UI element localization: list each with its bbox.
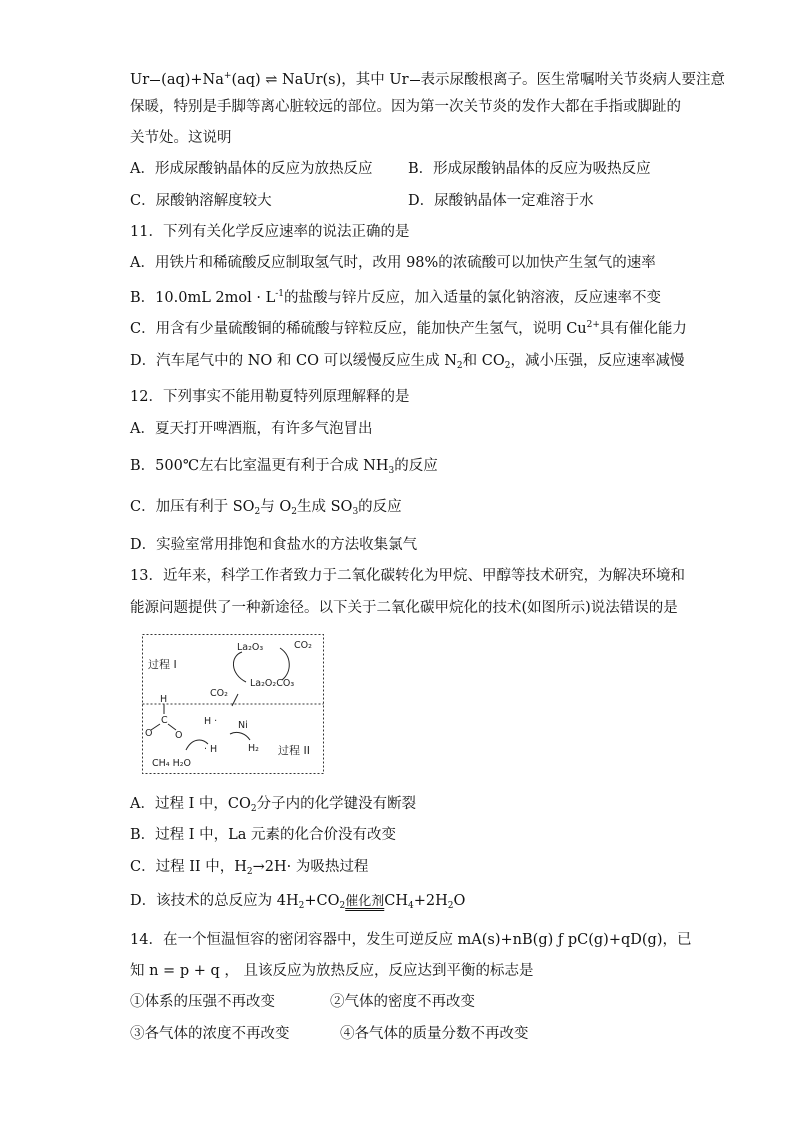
q14-statement-1[interactable]: ①体系的压强不再改变	[130, 994, 275, 1010]
q14-statement-2[interactable]: ②气体的密度不再改变	[330, 994, 475, 1010]
la2o2co3-label: La₂O₂CO₃	[250, 678, 295, 689]
q12-option-a[interactable]: A．夏天打开啤酒瓶，有许多气泡冒出	[130, 421, 373, 437]
q13-option-d[interactable]: D．该技术的总反应为 $4H_2+CO_2$催化剂$CH_4+2H_2O$	[130, 893, 466, 911]
co2-methanation-diagram	[142, 634, 324, 774]
process-2-label: 过程 II	[278, 744, 310, 757]
h2-label: H₂	[248, 743, 259, 754]
h-top-atom: H	[160, 694, 168, 705]
cycle-arrow-right	[280, 648, 289, 680]
q12-option-c[interactable]: C．加压有利于 $SO_2$与 $O_2$生成 $SO_3$的反应	[130, 499, 402, 517]
q12-option-d[interactable]: D．实验室常用排饱和食盐水的方法收集氯气	[130, 537, 418, 553]
q11-option-c[interactable]: C．用含有少量硫酸铜的稀硫酸与锌粒反应，能加快产生氢气，说明 $Cu^{2+}$具有催化能力	[130, 320, 687, 337]
la2o3-label: La₂O₃	[237, 642, 264, 653]
q10-option-a[interactable]: A．形成尿酸钠晶体的反应为放热反应	[130, 161, 373, 177]
q10-option-b[interactable]: B．形成尿酸钠晶体的反应为吸热反应	[408, 161, 651, 177]
h-radical-2: · H	[204, 744, 218, 755]
diagram-svg	[142, 634, 324, 774]
products-label: CH₄ H₂O	[152, 758, 192, 769]
q12-option-b[interactable]: B．500℃左右比室温更有利于合成 $NH_3$的反应	[130, 458, 438, 476]
q10-equation-line: Ur (aq)+Na+(aq) ⇌ NaUr(s)，其中 Ur 表示尿酸根离子。医生常嘱咐关节炎病人要注意	[130, 71, 726, 88]
q11-option-a[interactable]: A．用铁片和稀硫酸反应制取氢气时，改用 98%的浓硫酸可以加快产生氢气的速率	[130, 255, 656, 271]
q13-stem-line2: 能源问题提供了一种新途径。以下关于二氧化碳甲烷化的技术(如图所示)说法错误的是	[130, 600, 678, 616]
q13-option-c[interactable]: C．过程 II 中，$H_2\to 2H\cdot$ 为吸热过程	[130, 859, 369, 877]
o-mid-atom: O	[175, 730, 183, 741]
cycle-arrow-left	[233, 652, 246, 682]
ni-arrow	[230, 732, 250, 740]
co2-mid-label: CO₂	[210, 688, 228, 699]
q14-statement-4[interactable]: ④各气体的质量分数不再改变	[340, 1026, 529, 1042]
q11-option-d[interactable]: D．汽车尾气中的 NO 和 CO 可以缓慢反应生成 $N_2$和 $CO_2$，减小压强，反应速率减慢	[130, 353, 685, 371]
q10-option-c[interactable]: C．尿酸钠溶解度较大	[130, 193, 272, 209]
q13-option-b[interactable]: B．过程 I 中，La 元素的化合价没有改变	[130, 827, 396, 843]
process-1-label: 过程 I	[148, 658, 177, 671]
q13-stem-line1: 13．近年来，科学工作者致力于二氧化碳转化为甲烷、甲醇等技术研究，为解决环境和	[130, 568, 685, 584]
q10-text-line: 保暖，特别是手脚等离心脏较远的部位。因为第一次关节炎的发作大都在手指或脚趾的	[130, 99, 681, 115]
q13-option-a[interactable]: A．过程 I 中，$CO_2$分子内的化学键没有断裂	[130, 796, 417, 814]
q12-stem: 12．下列事实不能用勒夏特列原理解释的是	[130, 389, 410, 405]
q14-statement-3[interactable]: ③各气体的浓度不再改变	[130, 1026, 290, 1042]
q14-stem-line2: 知 n = p + q ， 且该反应为放热反应，反应达到平衡的标志是	[130, 963, 534, 979]
h-radical-1: H ·	[204, 716, 218, 727]
c-atom: C	[161, 715, 168, 726]
q11-stem: 11．下列有关化学反应速率的说法正确的是	[130, 224, 410, 240]
o-left-atom: O	[145, 728, 153, 739]
catalyst-label: 催化剂	[345, 894, 385, 909]
co2-top-label: CO₂	[294, 640, 312, 651]
q14-stem-line1: 14．在一个恒温恒容的密闭容器中，发生可逆反应 mA(s)+nB(g) ƒ pC(g)+qD(g)，已	[130, 932, 692, 948]
ni-label: Ni	[238, 720, 248, 731]
q10-option-d[interactable]: D．尿酸钠晶体一定难溶于水	[408, 193, 594, 209]
q10-text-line: 关节处。这说明	[130, 130, 232, 146]
q11-option-b[interactable]: B．10.0mL $2mol \cdot L^{-1}$的盐酸与锌片反应，加入适量的氯化钠溶液，反应速率不变	[130, 289, 662, 306]
